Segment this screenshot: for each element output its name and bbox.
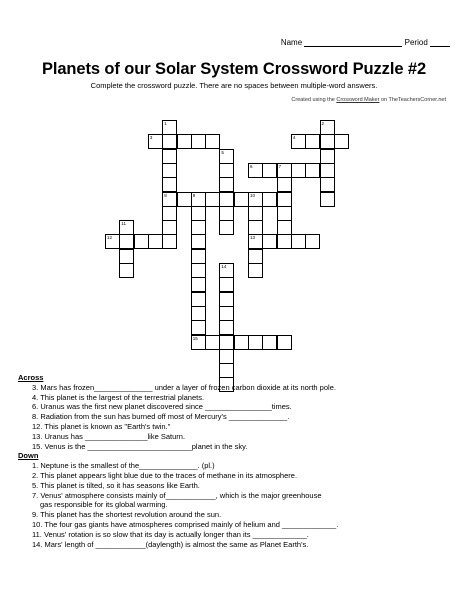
grid-cell[interactable] [162, 192, 177, 207]
grid-cell[interactable] [162, 149, 177, 164]
grid-cell[interactable] [248, 192, 263, 207]
grid-cell[interactable] [191, 292, 206, 307]
grid-cell[interactable] [277, 220, 292, 235]
grid-cell[interactable] [162, 177, 177, 192]
clue-across-8: 8. Radiation from the sun has burned off most of Mercury's ______________. [32, 412, 290, 422]
name-period-line [281, 38, 450, 47]
clue-number: 3 [149, 135, 153, 141]
grid-cell[interactable] [105, 234, 120, 249]
grid-cell[interactable] [277, 335, 292, 350]
grid-cell[interactable] [219, 335, 234, 350]
grid-cell[interactable] [134, 234, 149, 249]
grid-cell[interactable] [320, 120, 335, 135]
grid-cell[interactable] [205, 335, 220, 350]
grid-cell[interactable] [277, 192, 292, 207]
grid-cell[interactable] [119, 234, 134, 249]
grid-cell[interactable] [248, 249, 263, 264]
page-title: Planets of our Solar System Crossword Puzzle #2 [41, 60, 427, 78]
clue-across-13: 13. Uranus has _______________like Saturn. [32, 431, 186, 441]
grid-cell[interactable] [219, 292, 234, 307]
grid-cell[interactable] [262, 335, 277, 350]
grid-cell[interactable] [248, 263, 263, 278]
grid-cell[interactable] [277, 177, 292, 192]
across-heading: Across [18, 373, 44, 382]
crossword-maker-link[interactable]: Crossword Maker [336, 97, 380, 103]
grid-cell[interactable] [191, 249, 206, 264]
clue-number: 5 [221, 149, 224, 155]
grid-cell[interactable] [191, 320, 206, 335]
grid-cell[interactable] [291, 134, 306, 149]
clue-number: 14 [221, 264, 227, 269]
grid-cell[interactable] [162, 206, 177, 221]
grid-cell[interactable] [219, 206, 234, 221]
clue-number: 8 [164, 192, 167, 198]
grid-cell[interactable] [191, 277, 206, 292]
period-label: Period [404, 38, 428, 47]
clue-down-1: 1. Neptune is the smallest of the______________. (pl.) [32, 461, 215, 471]
grid-cell[interactable] [191, 234, 206, 249]
grid-cell[interactable] [277, 163, 292, 178]
clue-across-15: 15. Venus is the _________________________planet in the sky. [32, 441, 248, 451]
grid-cell[interactable] [291, 163, 306, 178]
clue-number: 4 [292, 135, 296, 141]
clue-down-2: 2. This planet appears light blue due to the traces of methane in its atmosphere. [32, 470, 298, 480]
down-heading: Down [18, 451, 39, 461]
grid-cell[interactable] [291, 234, 306, 249]
grid-cell[interactable] [205, 134, 220, 149]
clue-across-6: 6. Uranus was the first new planet discovered since ________________times. [32, 402, 292, 412]
grid-cell[interactable] [305, 163, 320, 178]
clue-number: 15 [192, 335, 198, 341]
grid-cell[interactable] [219, 277, 234, 292]
grid-cell[interactable] [177, 134, 192, 149]
grid-cell[interactable] [219, 163, 234, 178]
grid-cell[interactable] [119, 220, 134, 235]
grid-cell[interactable] [219, 263, 234, 278]
clue-down-11: 11. Venus' rotation is so slow that its day is actually longer than its _____________. [32, 529, 309, 539]
clue-number: 13 [250, 235, 256, 241]
clue-across-3: 3. Mars has frozen______________ under a layer of frozen carbon dioxide at its north pole. [32, 382, 336, 392]
grid-cell[interactable] [320, 177, 335, 192]
grid-cell[interactable] [119, 249, 134, 264]
grid-cell[interactable] [248, 163, 263, 178]
grid-cell[interactable] [162, 220, 177, 235]
grid-cell[interactable] [248, 220, 263, 235]
clue-number: 11 [121, 221, 126, 227]
grid-cell[interactable] [219, 149, 234, 164]
clue-down-9: 9. This planet has the shortest revolution around the sun. [32, 510, 222, 520]
grid-cell[interactable] [148, 234, 163, 249]
clue-down-10: 10. The four gas giants have atmospheres comprised mainly of helium and _____________. [32, 519, 339, 529]
credit-line: Created using the Crossword Maker on TheTeachersCorner.net [291, 97, 446, 103]
grid-cell[interactable] [191, 335, 206, 350]
name-label: Name [280, 38, 303, 47]
grid-cell[interactable] [219, 349, 234, 364]
grid-cell[interactable] [320, 163, 335, 178]
grid-cell[interactable] [262, 163, 277, 178]
grid-cell[interactable] [262, 192, 277, 207]
grid-cell[interactable] [320, 149, 335, 164]
clue-across-4: 4. This planet is the largest of the terrestrial planets. [32, 392, 205, 402]
grid-cell[interactable] [277, 206, 292, 221]
clue-down-7-continued: gas responsible for its global warming. [40, 500, 168, 510]
grid-cell[interactable] [191, 263, 206, 278]
clue-number: 2 [321, 121, 325, 126]
grid-cell[interactable] [162, 134, 177, 149]
grid-cell[interactable] [119, 263, 134, 278]
clue-number: 6 [250, 163, 253, 169]
grid-cell[interactable] [248, 335, 263, 350]
grid-cell[interactable] [177, 192, 192, 207]
clue-number: 7 [278, 163, 282, 169]
grid-cell[interactable] [305, 234, 320, 249]
grid-cell[interactable] [234, 192, 249, 207]
clue-down-7: 7. Venus' atmosphere consists mainly of____________, which is the major greenhouse [32, 490, 322, 500]
grid-cell[interactable] [191, 192, 206, 207]
clue-number: 12 [107, 235, 113, 241]
name-field[interactable] [304, 38, 402, 47]
grid-cell[interactable] [191, 134, 206, 149]
grid-cell[interactable] [262, 234, 277, 249]
grid-cell[interactable] [320, 192, 335, 207]
grid-cell[interactable] [248, 234, 263, 249]
period-field[interactable] [430, 38, 450, 47]
grid-cell[interactable] [191, 306, 206, 321]
grid-cell[interactable] [205, 192, 220, 207]
clues-section [18, 373, 458, 549]
grid-cell[interactable] [191, 220, 206, 235]
grid-cell[interactable] [219, 320, 234, 335]
grid-cell[interactable] [148, 134, 163, 149]
grid-cell[interactable] [305, 134, 320, 149]
grid-cell[interactable] [191, 206, 206, 221]
grid-cell[interactable] [248, 206, 263, 221]
grid-cell[interactable] [162, 120, 177, 135]
grid-cell[interactable] [162, 163, 177, 178]
grid-cell[interactable] [234, 335, 249, 350]
clue-across-12: 12. This planet is known as "Earth's twin." [32, 421, 171, 431]
clue-number: 9 [192, 192, 196, 198]
clue-number: 1 [164, 121, 167, 126]
grid-cell[interactable] [219, 306, 234, 321]
grid-cell[interactable] [219, 177, 234, 192]
grid-cell[interactable] [320, 134, 335, 149]
instructions: Complete the crossword puzzle. There are no spaces between multiple-word answers. [90, 81, 378, 90]
grid-cell[interactable] [219, 220, 234, 235]
grid-cell[interactable] [277, 234, 292, 249]
clue-number: 10 [250, 192, 256, 198]
grid-cell[interactable] [219, 192, 234, 207]
clue-down-5: 5. This planet is tilted, so it has seasons like Earth. [32, 480, 200, 490]
grid-cell[interactable] [162, 234, 177, 249]
grid-cell[interactable] [334, 134, 349, 149]
clue-down-14: 14. Mars' length of ____________(daylength) is almost the same as Planet Earth's. [32, 539, 309, 549]
